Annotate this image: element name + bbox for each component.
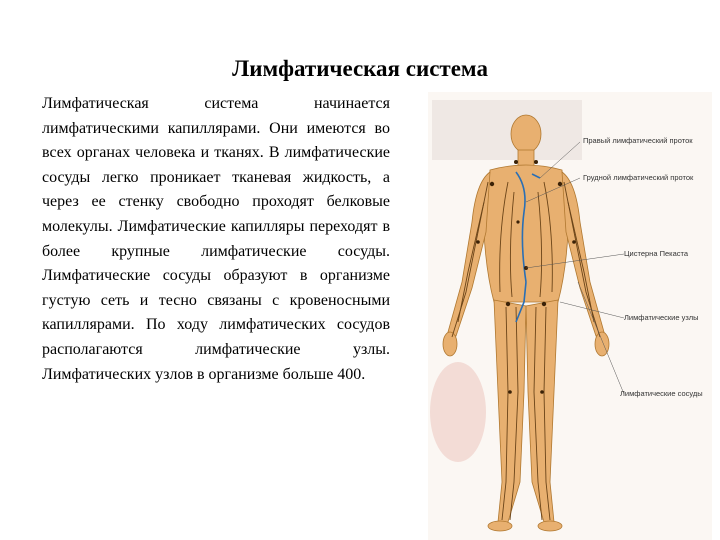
body-paragraph: Лимфатическая система начинается лимфатическими капиллярами. Они имеются во всех органах человека и тканях. В лимфатические сосуды легко проникает тканевая жидкость, а через ее стенку свободно проходят белковые молекулы. Лимфатические капилляры переходят в более крупные лимфатические сосуды. Лимфатические сосуды образуют в организме густую сеть и тесно связаны с кровеносными капиллярами. По ходу лимфатических сосудов располагаются лимфатические узлы. Лимфатических узлов в организме больше 400. — [42, 95, 390, 383]
label-cisterna: Цистерна Пекаста — [624, 249, 689, 258]
label-lymph-nodes: Лимфатические узлы — [624, 313, 699, 322]
lymphatic-system-illustration — [428, 92, 712, 540]
label-thoracic-duct: Грудной лимфатический проток — [583, 173, 694, 182]
faded-background-organ — [430, 362, 486, 462]
slide-title: Лимфатическая система — [232, 56, 488, 81]
faded-background-text — [432, 100, 582, 160]
label-right-lymphatic-duct: Правый лимфатический проток — [583, 136, 693, 145]
label-lymph-vessels: Лимфатические сосуды — [620, 389, 703, 398]
